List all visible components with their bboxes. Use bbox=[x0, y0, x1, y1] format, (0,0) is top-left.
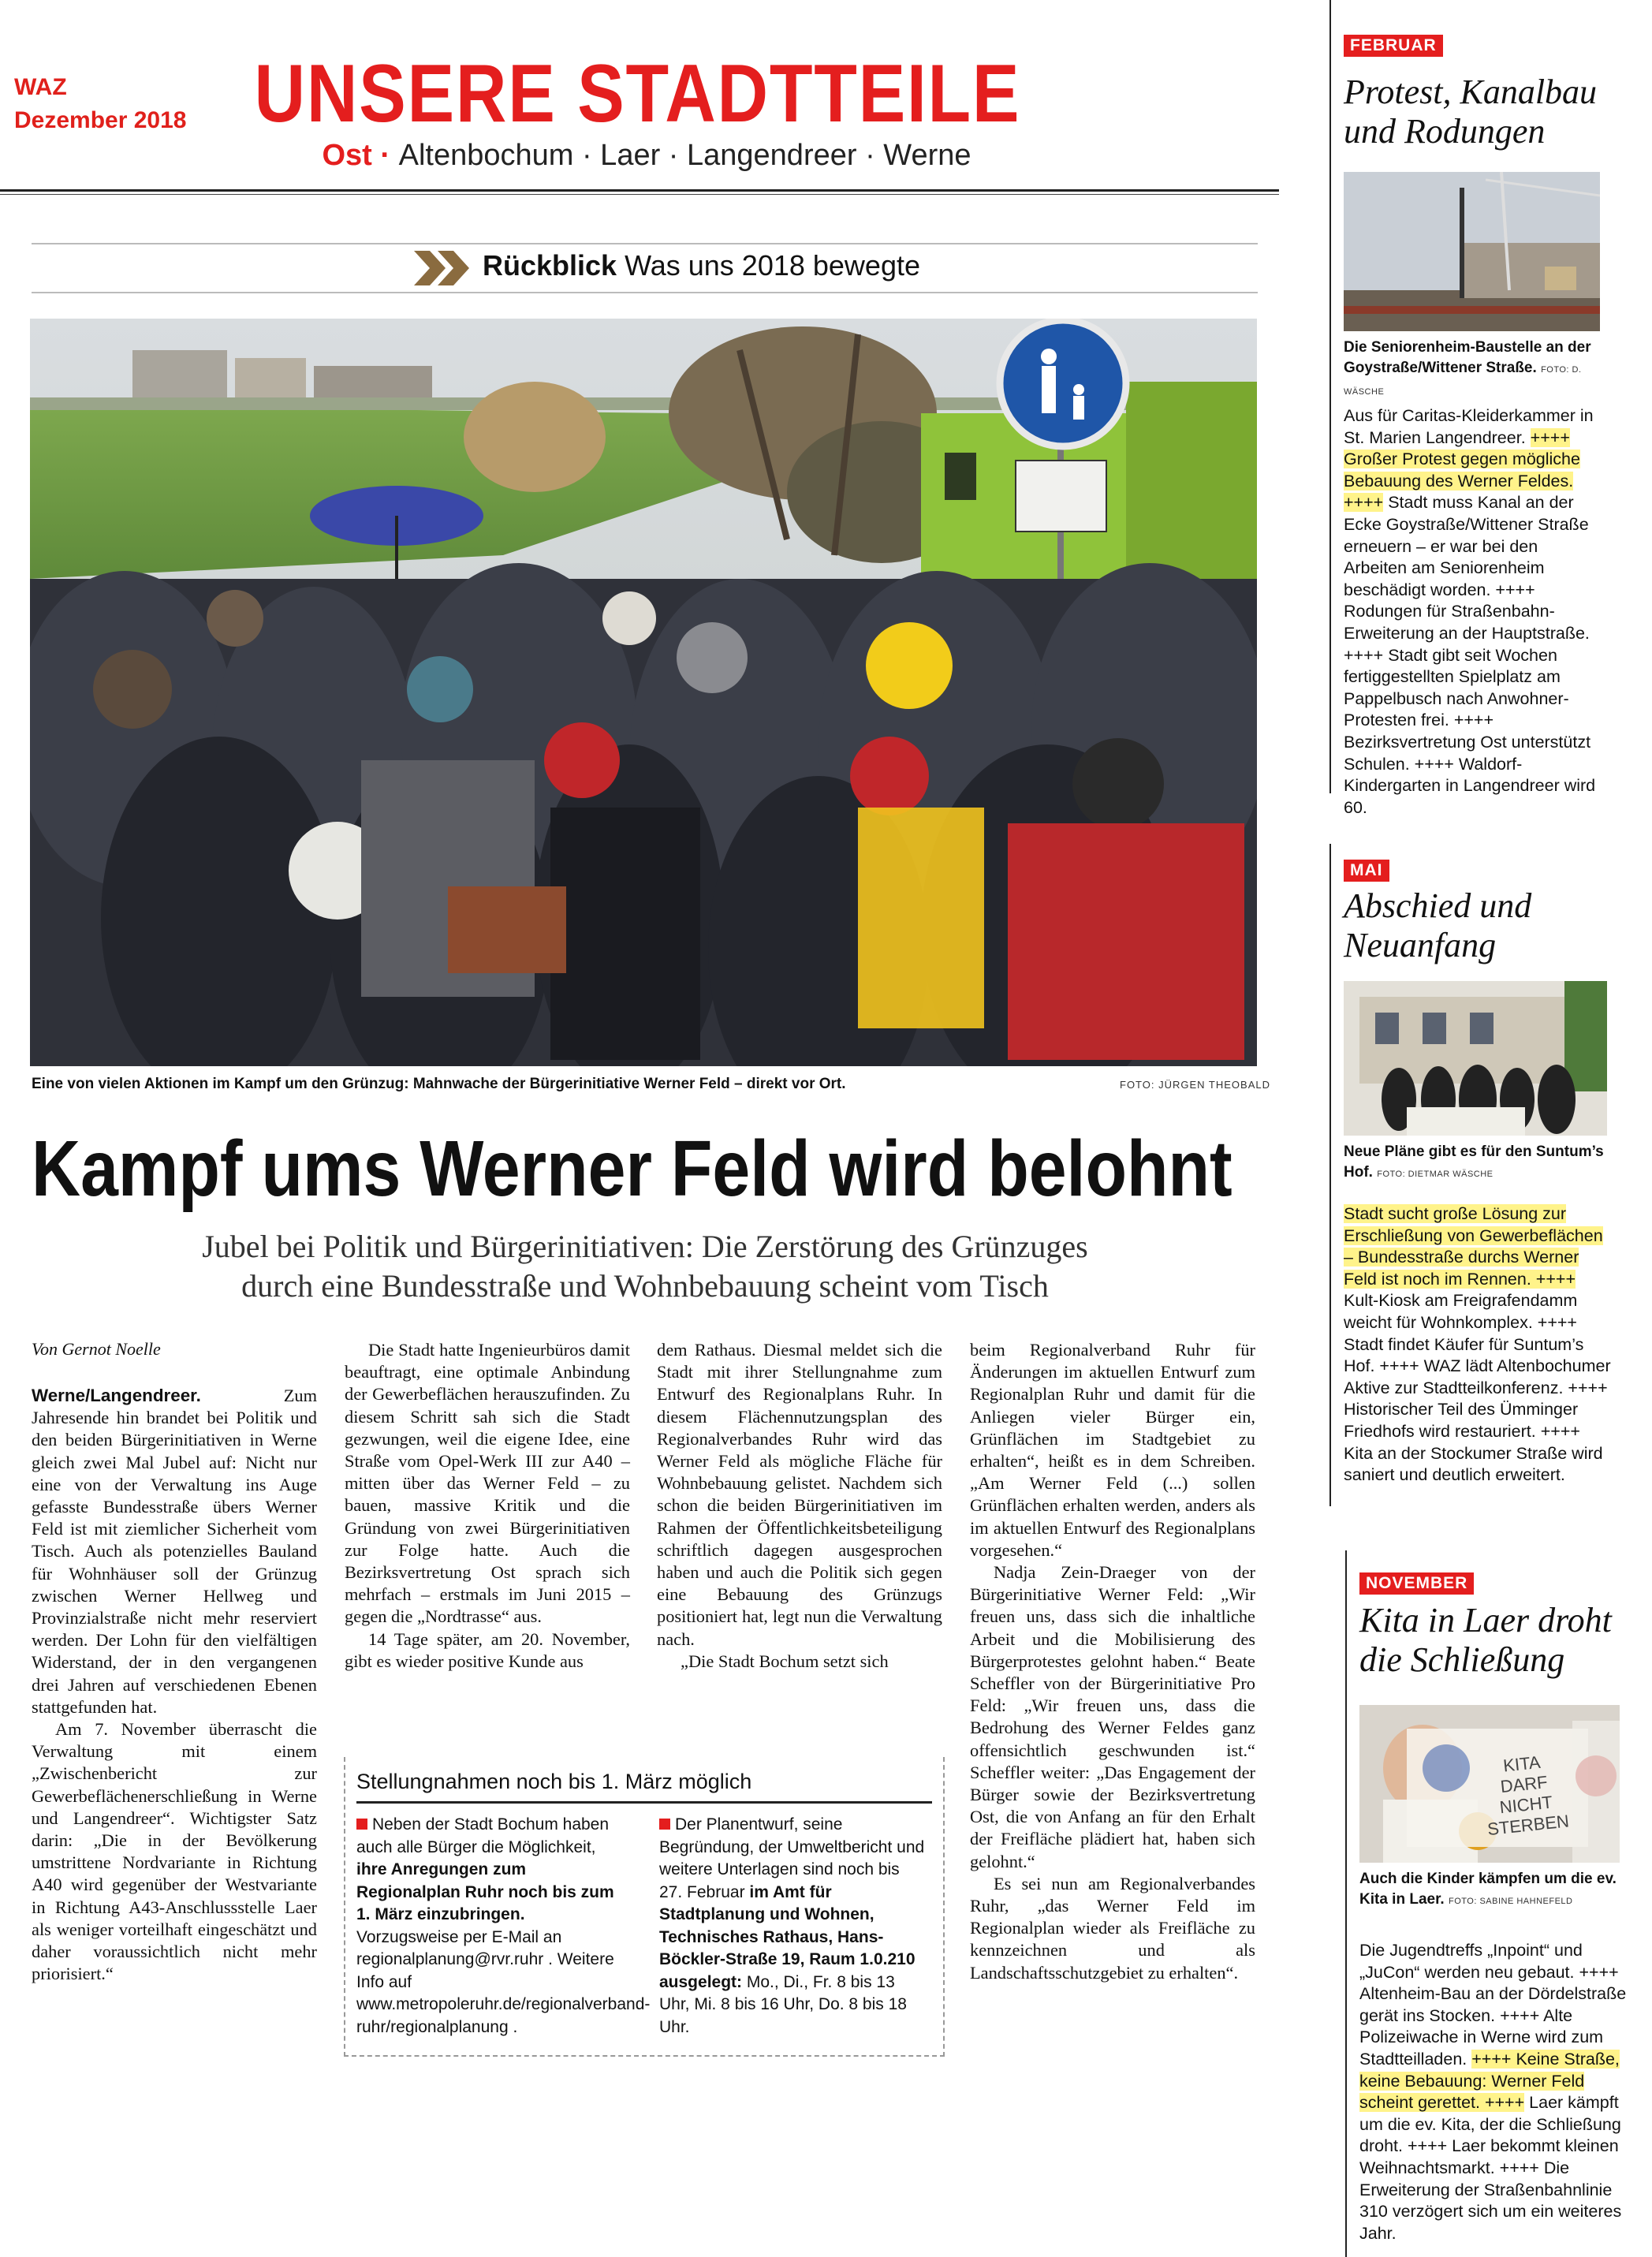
article-column-1 bbox=[32, 1385, 317, 1985]
byline: Von Gernot Noelle bbox=[32, 1339, 161, 1359]
article-column-2 bbox=[345, 1339, 630, 1673]
highlighted-text: Stadt sucht große Lösung zur Erschließung von Gewerbeflächen – Bundesstraße durchs Werner Feld ist noch im Rennen. ++++ bbox=[1344, 1204, 1603, 1289]
section-districts bbox=[0, 139, 1293, 173]
sidebar-caption-november bbox=[1359, 1869, 1628, 1912]
dateline: Werne/Langendreer. bbox=[32, 1386, 201, 1405]
rueckblick-rule-bottom bbox=[32, 292, 1258, 293]
info-text-bold: ihre Anregungen zum Regionalplan Ruhr noch bis zum 1. März einzubringen. bbox=[356, 1860, 614, 1923]
paragraph: 14 Tage später, am 20. November, gibt es wieder positive Kunde aus bbox=[345, 1628, 630, 1671]
source-publication: WAZ bbox=[14, 74, 67, 100]
info-text: Mo., Di., Fr. 8 bis 13 Uhr, Mi. 8 bis 16 Uhr, Do. 8 bis 18 Uhr. bbox=[659, 1972, 907, 2036]
info-box-right bbox=[659, 1814, 926, 2039]
poster-line: KITA bbox=[1502, 1752, 1542, 1776]
sidebar-text-mai bbox=[1344, 1203, 1612, 1487]
article-column-4 bbox=[970, 1339, 1255, 1984]
paragraph: Nadja Zein-Draeger von der Bürgerinitiative Werner Feld: „Wir freuen uns, dass sich die inhaltliche Arbeit und die Mobilisierung des Bürgerprotestes gelohnt haben.“ Beate Scheffler von der Bürgerinitiative Pro Feld: „Wir freuen uns, dass die Bedrohung des Werner Feldes ganz offensichtlich geschwunden ist.“ Scheffler weiter: „Das Engagement der Bürger sowie der Bezirksvertretung Ost, die von Anfang an für den Erhalt der Freifläche plädiert hat, haben sich gelohnt.“ bbox=[970, 1562, 1255, 1871]
article-subhead bbox=[32, 1227, 1259, 1306]
caption-credit: FOTO: D. WÄSCHE bbox=[1344, 365, 1582, 397]
article-headline: Kampf ums Werner Feld wird belohnt bbox=[32, 1125, 1232, 1213]
suntums-hof-photo bbox=[1344, 981, 1607, 1136]
main-photo bbox=[30, 319, 1257, 1066]
article-column-3 bbox=[657, 1339, 942, 1673]
kita-poster-text bbox=[1466, 1748, 1584, 1841]
paragraph bbox=[32, 1385, 317, 1718]
bullet-dot: · bbox=[380, 139, 399, 172]
double-chevron-icon bbox=[410, 244, 481, 292]
red-square-icon bbox=[356, 1819, 367, 1830]
rueckblick-rule-top bbox=[32, 243, 1258, 244]
sidebar-headline-mai bbox=[1344, 886, 1531, 965]
headline-line-1: Protest, Kanalbau bbox=[1344, 73, 1598, 111]
sidebar-caption-februar bbox=[1344, 338, 1604, 402]
sidebar-headline-februar bbox=[1344, 73, 1597, 151]
sidebar-text: Aus für Caritas-Kleiderkammer in St. Marien Langendreer. bbox=[1344, 406, 1594, 447]
info-text-bold: im Amt für Stadtplanung und Wohnen, Technisches Rathaus, Hans-Böckler-Straße 19, Raum 1.0.210 ausgelegt: bbox=[659, 1882, 915, 1991]
headline-line-2: die Schließung bbox=[1359, 1640, 1565, 1679]
photo-credit: FOTO: JÜRGEN THEOBALD bbox=[1120, 1079, 1270, 1091]
month-label-november: NOVEMBER bbox=[1359, 1572, 1474, 1595]
sidebar-text: Stadt muss Kanal an der Ecke Goystraße/Wittener Straße erneuern – er war bei den Arbeiten am Seniorenheim beschädigt worden. ++++ Rodungen für Straßenbahn-Erweiterung an der Hauptstraße. ++++ Stadt gibt seit Wochen fertiggestellten Spielplatz am Pappelbusch nach Anwohner-Protesten frei. ++++ Bezirksvertretung Ost unterstützt Schulen. ++++ Waldorf-Kindergarten in Langendreer wird 60. bbox=[1344, 493, 1596, 817]
info-text: Neben der Stadt Bochum haben auch alle Bürger die Möglichkeit, bbox=[356, 1815, 610, 1856]
caption-credit: FOTO: DIETMAR WÄSCHE bbox=[1377, 1170, 1494, 1179]
headline-line-2: und Rodungen bbox=[1344, 112, 1546, 151]
caption-text: Neue Pläne gibt es für den Suntum’s Hof. bbox=[1344, 1143, 1604, 1181]
rueckblick-banner bbox=[483, 249, 920, 282]
subhead-line-2: durch eine Bundesstraße und Wohnbebauung scheint vom Tisch bbox=[241, 1268, 1049, 1304]
paragraph: beim Regionalverband Ruhr für Änderungen im aktuellen Entwurf zum Regionalplan Ruhr und damit für die Anliegen vieler Bürger ein, Grünflächen im Stadtgebiet zu erhalten“, heißt es in dem Schreiben. „Am Werner Feld (...) sollen Grünflächen erhalten werden, anders als im aktuellen Entwurf des Regionalplans vorgesehen.“ bbox=[970, 1340, 1255, 1560]
poster-line: DARF bbox=[1499, 1772, 1549, 1797]
paragraph-text: Zum Jahresende hin brandet bei Politik und den beiden Bürgerinitiativen in Werne gleich zwei Mal Jubel auf: Nicht nur eine von der Verwaltung ins Auge gefasste Bundesstraße übers Werner Feld ist mit ziemlicher Sicherheit vom Tisch. Auch als potenzielles Bauland für Wohnhäuser soll der Grünzug zwischen Werner Hellweg und Provinzialstraße nicht mehr reserviert werden. Der Lohn für den vielfältigen Widerstand, der in den vergangenen drei Jahren auf verschiedenen Ebenen stattgefunden hat. bbox=[32, 1386, 317, 1717]
headline-line-1: Abschied und bbox=[1344, 886, 1532, 925]
paragraph: „Die Stadt Bochum setzt sich bbox=[681, 1651, 889, 1671]
caption-text: Die Seniorenheim-Baustelle an der Goystraße/Wittener Straße. bbox=[1344, 339, 1591, 376]
section-title: UNSERE STADTTEILE bbox=[254, 48, 1021, 140]
rueckblick-text: Was uns 2018 bewegte bbox=[625, 249, 920, 282]
paragraph: Es sei nun am Regionalverbandes Ruhr, „das Werner Feld im Regionalplan wieder als Freifläche zu kennzeichnen und als Landschaftsschutzgebiet zu erhalten“. bbox=[970, 1873, 1255, 1983]
source-date: Dezember 2018 bbox=[14, 107, 187, 133]
sidebar-text: Kult-Kiosk am Freigrafendamm weicht für Wohnkomplex. ++++ Stadt findet Käufer für Suntum’s Hof. ++++ WAZ lädt Altenbochumer Aktive zur Stadtteilkonferenz. ++++ Historischer Teil des Ümminger Friedhofs wird restauriert. ++++ Kita an der Stockumer Straße wird saniert und deutlich erweitert. bbox=[1344, 1291, 1611, 1485]
sidebar-rule bbox=[1345, 1550, 1347, 2257]
info-box-title: Stellungnahmen noch bis 1. März möglich bbox=[356, 1770, 752, 1793]
highlighted-text: ++++ Keine Straße, keine Bebauung: Werner Feld scheint gerettet. ++++ bbox=[1359, 2049, 1620, 2113]
sidebar-caption-mai bbox=[1344, 1142, 1612, 1184]
paragraph: dem Rathaus. Diesmal meldet sich die Stadt mit ihrer Stellungnahme zum Entwurf des Regionalplans Ruhr. In diesem Flächennutzungsplan des Regionalverbandes Ruhr wird das Werner Feld als mögliche Fläche für Wohnbebauung gelistet. Nachdem sich schon die beiden Bürgerinitiativen im Rahmen der Öffentlichkeitsbeteiligung schriftlich dagegen ausgesprochen haben und auch die Politik sich gegen eine Bebauung des Grünzugs positioniert hat, legt nun die Verwaltung nach. bbox=[657, 1340, 942, 1649]
region-label: Ost bbox=[322, 139, 372, 172]
construction-photo bbox=[1344, 172, 1600, 331]
headline-line-2: Neuanfang bbox=[1344, 926, 1497, 964]
month-label-februar: FEBRUAR bbox=[1344, 35, 1443, 57]
masthead-rule bbox=[0, 189, 1279, 192]
info-box-rule bbox=[356, 1801, 932, 1804]
photo-caption: Eine von vielen Aktionen im Kampf um den Grünzug: Mahnwache der Bürgerinitiative Werner Feld – direkt vor Ort. bbox=[32, 1076, 846, 1092]
district-list: Altenbochum · Laer · Langendreer · Werne bbox=[398, 139, 971, 172]
headline-line-1: Kita in Laer droht bbox=[1359, 1601, 1612, 1640]
poster-line: NICHT bbox=[1498, 1792, 1554, 1818]
sidebar-text: Die Jugendtreffs „Inpoint“ und „JuCon“ werden neu gebaut. ++++ Altenheim-Bau an der Dördelstraße gerät ins Stocken. ++++ Alte Polizeiwache in Werne wird zum Stadtteilladen. bbox=[1359, 1941, 1627, 2069]
subhead-line-1: Jubel bei Politik und Bürgerinitiativen: Die Zerstörung des Grünzuges bbox=[202, 1229, 1088, 1264]
info-text: Vorzugsweise per E-Mail an regionalplanung@rvr.ruhr . Weitere Info auf www.metropoleruhr.de/regionalverband-ruhr/regionalplanung . bbox=[356, 1927, 651, 2036]
red-square-icon bbox=[659, 1819, 670, 1830]
poster-line: STERBEN bbox=[1486, 1811, 1570, 1840]
masthead-rule-thin bbox=[0, 194, 1279, 195]
paragraph: Die Stadt hatte Ingenieurbüros damit beauftragt, eine optimale Anbindung der Gewerbeflächen herauszufinden. Zu diesem Schritt sah sich die Stadt gezwungen, weil die eigene Idee, eine Straße vom Opel-Werk III zur A40 – mitten über das Werner Feld – zu bauen, massive Kritik und die Gründung von zwei Bürgerinitiativen zur Folge hatte. Auch die Bezirksvertretung Ost sprach sich mehrfach – erstmals im Juni 2015 – gegen die „Nordtrasse“ aus. bbox=[345, 1340, 630, 1627]
caption-credit: FOTO: SABINE HAHNEFELD bbox=[1448, 1897, 1573, 1906]
kita-protest-photo bbox=[1359, 1705, 1620, 1863]
sidebar-text-februar bbox=[1344, 405, 1604, 819]
paragraph: Am 7. November überrascht die Verwaltung mit einem „Zwischenbericht zur Gewerbeflächenerschließung in Werne und Langendreer“. Wichtigster Satz darin: „Die in der Bevölkerung umstrittene Nordvariante in Richtung A40 wird gegenüber der Westvariante in Richtung A43-Anschlussstelle Laer als weniger vorteilhaft eingeschätzt und daher voraussichtlich nicht mehr priorisiert.“ bbox=[32, 1719, 317, 1984]
highlighted-text: ++++ Großer Protest gegen mögliche Bebauung des Werner Feldes. ++++ bbox=[1344, 427, 1580, 513]
info-box-left bbox=[356, 1814, 651, 2039]
month-label-mai: MAI bbox=[1344, 860, 1389, 882]
sidebar-rule bbox=[1329, 0, 1331, 793]
sidebar-text: Laer kämpft um die ev. Kita, der die Schließung droht. ++++ Laer bekommt kleinen Weihnachtsmarkt. ++++ Die Erweiterung der Straßenbahnlinie 310 verzögert sich um ein weiteres Jahr. bbox=[1359, 2093, 1622, 2243]
sidebar-text-november bbox=[1359, 1940, 1631, 2244]
sidebar-headline-november bbox=[1359, 1601, 1612, 1680]
info-text: Der Planentwurf, seine Begründung, der Umweltbericht und weitere Unterlagen sind noch bis 27. Februar bbox=[659, 1815, 925, 1901]
sidebar-rule bbox=[1329, 844, 1331, 1506]
rueckblick-label: Rückblick bbox=[483, 249, 617, 282]
caption-text: Auch die Kinder kämpfen um die ev. Kita in Laer. bbox=[1359, 1871, 1617, 1908]
